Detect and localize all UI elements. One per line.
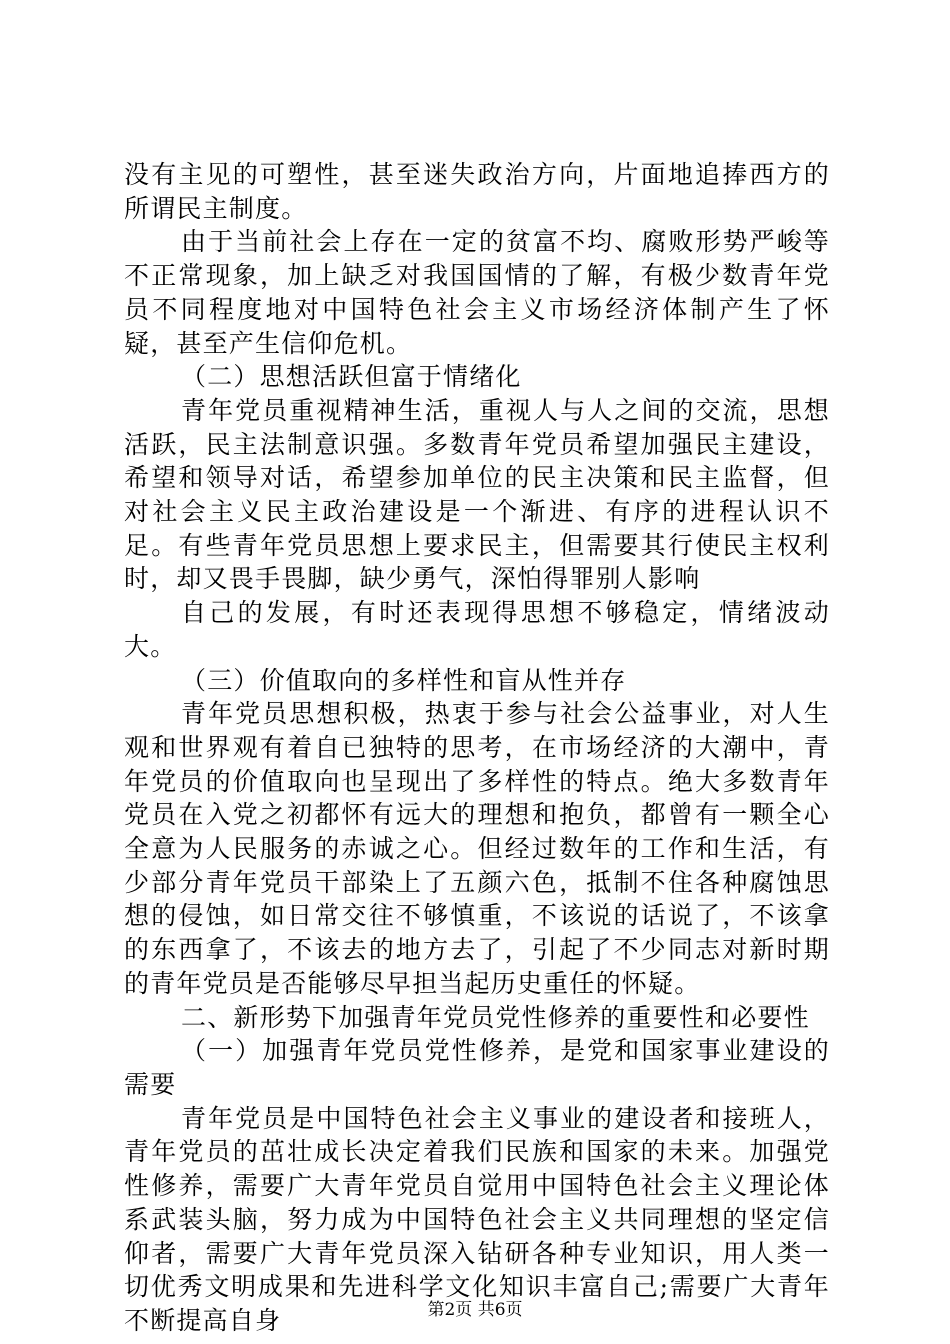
paragraph-4: 自己的发展，有时还表现得思想不够稳定，情绪波动大。 — [124, 598, 830, 661]
paragraph-6: 青年党员是中国特色社会主义事业的建设者和接班人，青年党员的茁壮成长决定着我们民族和国家的未来。加强党性修养，需要广大青年党员自觉用中国特色社会主义理论体系武装头脑，努力成为中国特色社会主义共同理想的坚定信仰者，需要广大青年党员深入钻研各种专业知识，用人类一切优秀文明成果和先进科学文化知识丰富自己;需要广大青年不断提高自身 — [124, 1103, 830, 1335]
paragraph-5: 青年党员思想积极，热衷于参与社会公益事业，对人生观和世界观有着自已独特的思考，在市场经济的大潮中，青年党员的价值取向也呈现出了多样性的特点。绝大多数青年党员在入党之初都怀有远大的理想和抱负，都曾有一颗全心全意为人民服务的赤诚之心。但经过数年的工作和生活，有少部分青年党员干部染上了五颜六色，抵制不住各种腐蚀思想的侵蚀，如日常交往不够慎重，不该说的话说了，不该拿的东西拿了，不该去的地方去了，引起了不少同志对新时期的青年党员是否能够尽早担当起历史重任的怀疑。 — [124, 699, 830, 998]
page-number-label: 第2页 共6页 — [427, 1300, 523, 1320]
paragraph-3: 青年党员重视精神生活，重视人与人之间的交流，思想活跃，民主法制意识强。多数青年党员希望加强民主建设，希望和领导对话，希望参加单位的民主决策和民主监督，但对社会主义民主政治建设是一个渐进、有序的进程认识不足。有些青年党员思想上要求民主，但需要其行使民主权利时，却又畏手畏脚，缺少勇气，深怕得罪别人影响 — [124, 395, 830, 594]
document-body — [124, 158, 830, 1338]
section-heading-2-1: （一）加强青年党员党性修养，是党和国家事业建设的需要 — [124, 1036, 830, 1099]
section-heading-2: （二）思想活跃但富于情绪化 — [181, 362, 522, 392]
paragraph-1: 没有主见的可塑性，甚至迷失政治方向，片面地追捧西方的所谓民主制度。 — [124, 160, 830, 223]
paragraph-2: 由于当前社会上存在一定的贫富不均、腐败形势严峻等不正常现象，加上缺乏对我国国情的了解，有极少数青年党员不同程度地对中国特色社会主义市场经济体制产生了怀疑，甚至产生信仰危机。 — [124, 227, 830, 358]
chapter-heading-2: 二、新形势下加强青年党员党性修养的重要性和必要性 — [181, 1002, 810, 1032]
page-footer — [0, 1300, 950, 1320]
section-heading-3: （三）价值取向的多样性和盲从性并存 — [181, 665, 627, 695]
